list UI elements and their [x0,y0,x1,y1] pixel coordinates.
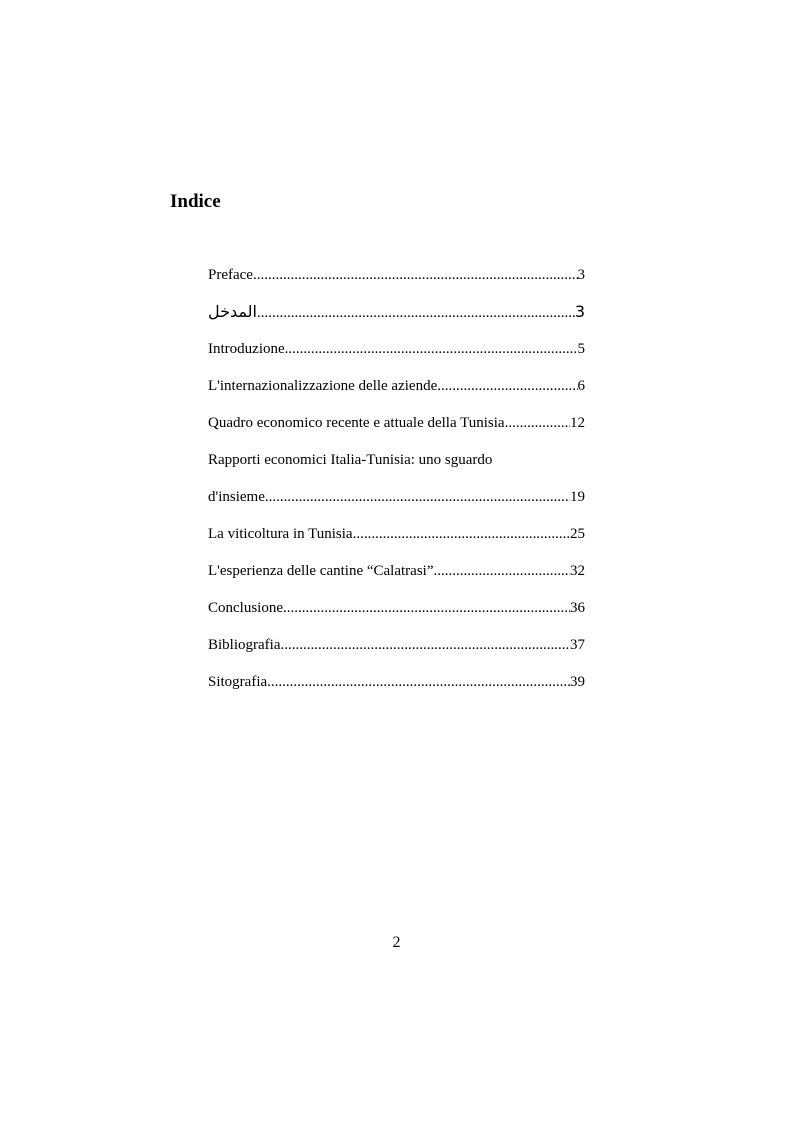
toc-entry-page: 5 [577,341,585,357]
toc-entry-rapporti-continued [208,485,585,522]
toc-entry-page: 3 [574,302,585,321]
toc-entry-preface [208,263,585,300]
toc-entry-arabic-intro [208,300,585,337]
toc-entry-page: 19 [570,489,585,505]
toc-entry-title: Quadro economico recente e attuale della Tunisia [208,415,505,431]
toc-entry-page: 37 [570,637,585,653]
toc-entry-title: d'insieme [208,489,265,505]
dot-leader [505,411,570,435]
dot-leader [280,633,570,657]
toc-entry-title: L'esperienza delle cantine “Calatrasi” [208,563,434,579]
dot-leader [353,522,570,546]
dot-leader [253,263,578,287]
table-of-contents [208,263,585,707]
toc-entry-page: 25 [570,526,585,542]
toc-entry-title: Rapporti economici Italia-Tunisia: uno sguardo [208,452,493,468]
toc-entry-page: 12 [570,415,585,431]
toc-entry-page: 36 [570,600,585,616]
toc-entry-title: Bibliografia [208,637,281,653]
dot-leader [437,374,577,398]
dot-leader [265,485,570,509]
toc-entry-title: Introduzione [208,341,285,357]
dot-leader [434,559,571,583]
toc-entry-title: المدخل [208,302,257,321]
toc-entry-introduzione [208,337,585,374]
page-number: 2 [392,934,401,951]
toc-entry-quadro-economico [208,411,585,448]
toc-entry-viticoltura [208,522,585,559]
toc-entry-bibliografia [208,633,585,670]
toc-entry-page: 39 [570,674,585,690]
toc-entry-rapporti-economici [208,448,585,485]
dot-leader [257,301,575,325]
toc-entry-title: La viticoltura in Tunisia [208,526,353,542]
toc-entry-title: Conclusione [208,600,283,616]
toc-entry-page: 6 [577,378,585,394]
dot-leader [285,337,578,361]
dot-leader [283,596,570,620]
page-title: Indice [170,191,221,212]
dot-leader [267,670,570,694]
toc-entry-sitografia [208,670,585,707]
toc-entry-title: L'internazionalizzazione delle aziende [208,378,438,394]
toc-entry-conclusione [208,596,585,633]
toc-entry-page: 3 [577,267,585,283]
toc-entry-internazionalizzazione [208,374,585,411]
toc-entry-title: Preface [208,267,253,283]
toc-entry-calatrasi [208,559,585,596]
toc-entry-title: Sitografia [208,674,268,690]
toc-entry-page: 32 [570,563,585,579]
